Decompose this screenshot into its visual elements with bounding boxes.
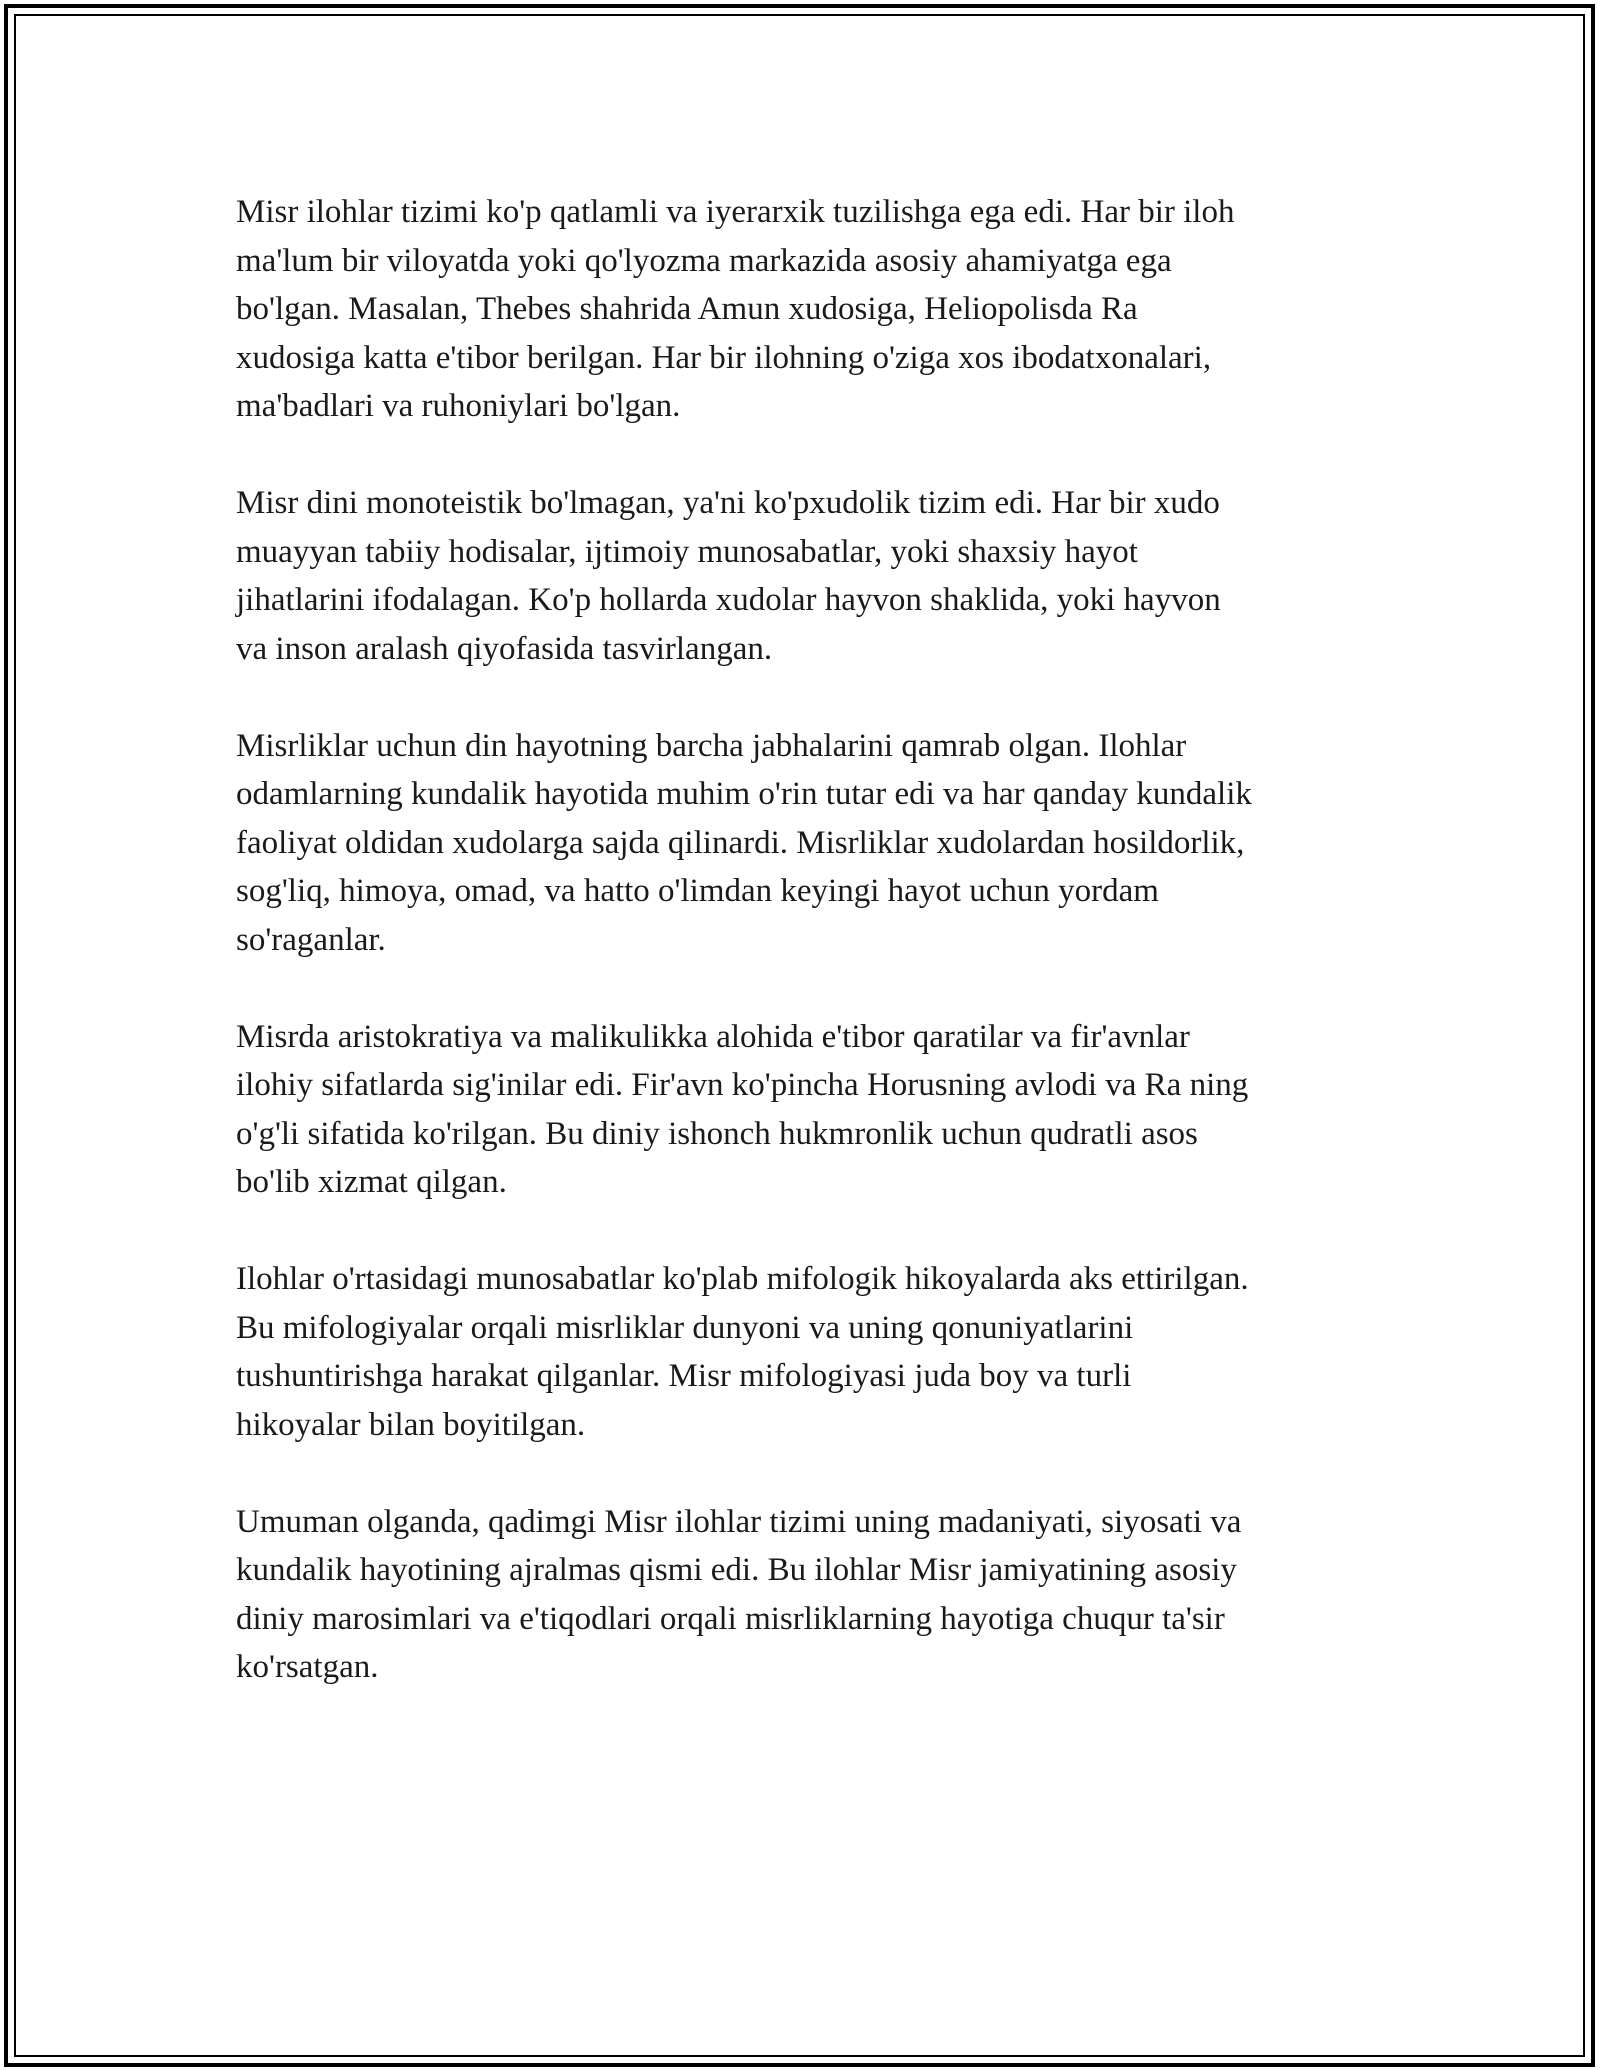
paragraph-2 (236, 479, 1376, 673)
text-line: tushuntirishga harakat qilganlar. Misr mifologiyasi juda boy va turli (236, 1358, 1132, 1394)
text-line: Bu mifologiyalar orqali misrliklar dunyoni va uning qonuniyatlarini (236, 1309, 1134, 1346)
text-line: hikoyalar bilan boyitilgan. (236, 1406, 586, 1443)
document-body (236, 188, 1376, 1740)
text-line: Ilohlar o'rtasidagi munosabatlar ko'plab mifologik hikoyalarda aks ettirilgan. (236, 1261, 1249, 1297)
text-line: ilohiy sifatlarda sig'inilar edi. Fir'avn ko'pincha Horusning avlodi va Ra ning (236, 1067, 1249, 1103)
text-line: kundalik hayotining ajralmas qismi edi. Bu ilohlar Misr jamiyatining asosiy (236, 1552, 1237, 1588)
text-line: jihatlarini ifodalagan. Ko'p hollarda xudolar hayvon shaklida, yoki hayvon (236, 582, 1221, 618)
text-line: va inson aralash qiyofasida tasvirlangan. (236, 630, 773, 667)
paragraph-5 (236, 1255, 1376, 1449)
paragraph-4 (236, 1013, 1376, 1207)
paragraph-6 (236, 1498, 1376, 1692)
text-line: odamlarning kundalik hayotida muhim o'rin tutar edi va har qanday kundalik (236, 776, 1252, 812)
text-line: o'g'li sifatida ko'rilgan. Bu diniy ishonch hukmronlik uchun qudratli asos (236, 1115, 1198, 1152)
text-line: Misrda aristokratiya va malikulikka alohida e'tibor qaratilar va fir'avnlar (236, 1018, 1190, 1055)
text-line: ko'rsatgan. (236, 1649, 379, 1685)
text-line: xudosiga katta e'tibor berilgan. Har bir ilohning o'ziga xos ibodatxonalari, (236, 339, 1212, 376)
paragraph-1 (236, 188, 1376, 431)
text-line: Misrliklar uchun din hayotning barcha jabhalarini qamrab olgan. Ilohlar (236, 727, 1187, 764)
text-line: Misr ilohlar tizimi ko'p qatlamli va iyerarxik tuzilishga ega edi. Har bir iloh (236, 194, 1235, 230)
text-line: sog'liq, himoya, omad, va hatto o'limdan keyingi hayot uchun yordam (236, 873, 1159, 909)
text-line: ma'badlari va ruhoniylari bo'lgan. (236, 388, 681, 424)
text-line: Misr dini monoteistik bo'lmagan, ya'ni ko'pxudolik tizim edi. Har bir xudo (236, 485, 1220, 521)
text-line: bo'lib xizmat qilgan. (236, 1164, 507, 1200)
text-line: so'raganlar. (236, 921, 386, 958)
text-line: Umuman olganda, qadimgi Misr ilohlar tizimi uning madaniyati, siyosati va (236, 1503, 1242, 1540)
text-line: faoliyat oldidan xudolarga sajda qilinardi. Misrliklar xudolardan hosildorlik, (236, 824, 1245, 861)
text-line: diniy marosimlari va e'tiqodlari orqali misrliklarning hayotiga chuqur ta'sir (236, 1600, 1225, 1637)
paragraph-3 (236, 722, 1376, 965)
text-line: muayyan tabiiy hodisalar, ijtimoiy munosabatlar, yoki shaxsiy hayot (236, 533, 1138, 570)
text-line: bo'lgan. Masalan, Thebes shahrida Amun xudosiga, Heliopolisda Ra (236, 291, 1138, 327)
text-line: ma'lum bir viloyatda yoki qo'lyozma markazida asosiy ahamiyatga ega (236, 242, 1172, 279)
